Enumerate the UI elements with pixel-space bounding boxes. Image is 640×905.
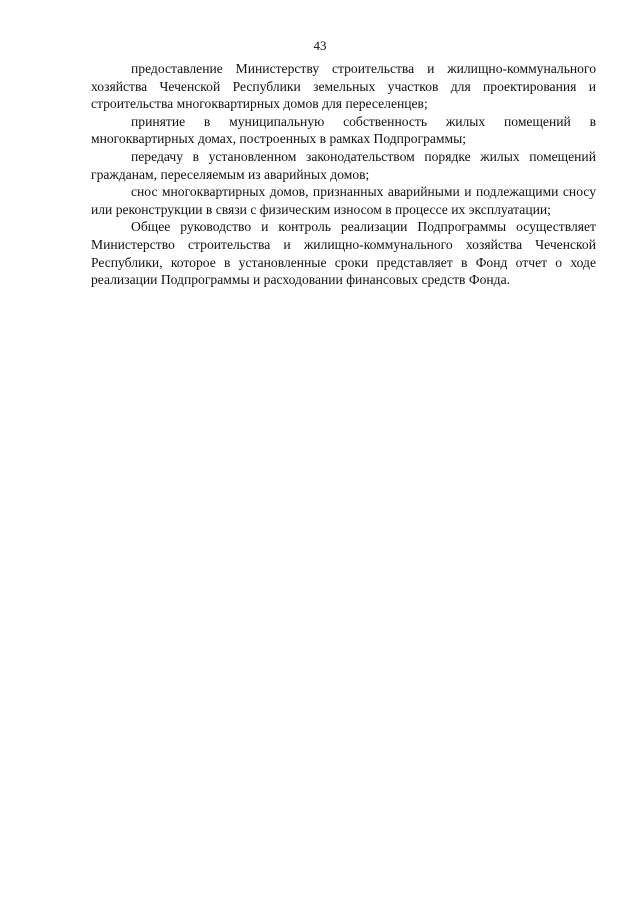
paragraph-housing-transfer: передачу в установленном законодательством порядке жилых помещений гражданам, переселяемым из аварийных домов; (91, 148, 596, 182)
paragraph-demolition: снос многоквартирных домов, признанных аварийными и подлежащими сносу или реконструкции в связи с физическим износом в процессе их эксплуатации; (91, 184, 596, 217)
paragraph-general-management: Общее руководство и контроль реализации Подпрограммы осуществляет Министерство строительства и жилищно-коммунального хозяйства Чеченской Республики, которое в установленные сроки представляет в Фонд отчет о ходе реализации Подпрограммы и расходовании финансовых средств Фонда. (91, 219, 596, 288)
paragraph-municipal-ownership: принятие в муниципальную собственность жилых помещений в многоквартирных домах, построенных в рамках Подпрограммы; (91, 113, 596, 147)
paragraph-land-provision: предоставление Министерству строительства и жилищно-коммунального хозяйства Чеченской Республики земельных участков для проектирования и строительства многоквартирных домов для переселенцев; (91, 61, 596, 112)
document-body (91, 60, 596, 289)
page-number: 43 (313, 38, 327, 53)
